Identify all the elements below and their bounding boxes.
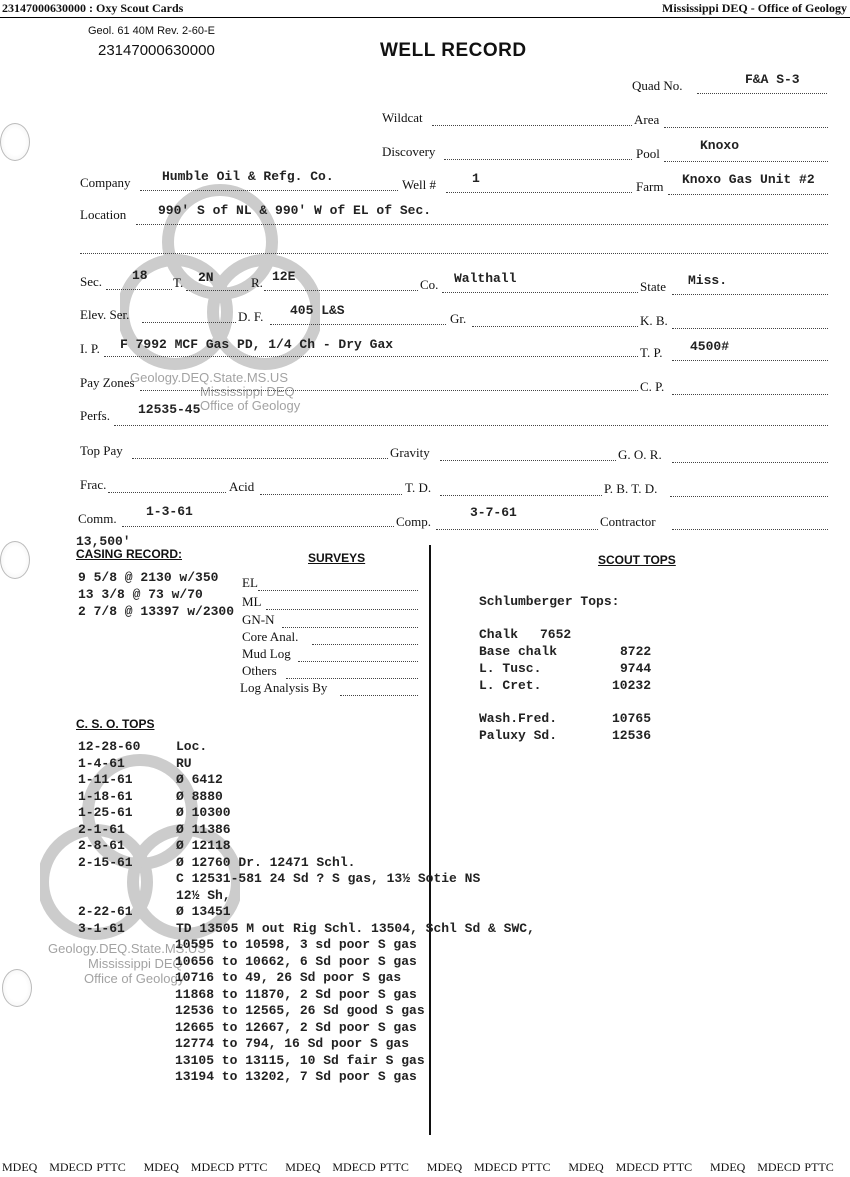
cso-entry: 12774 to 794, 16 Sd poor S gas — [175, 1036, 410, 1051]
cso-heading: C. S. O. TOPS — [76, 717, 155, 731]
area-label: Area — [634, 112, 660, 127]
casing-line-2: 13 3/8 @ 73 w/70 — [78, 587, 203, 602]
scout-top-name: Base chalk — [479, 644, 558, 659]
co-value: Walthall — [454, 271, 517, 286]
punch-hole-bottom — [2, 969, 32, 1007]
survey-gnn: GN-N — [242, 612, 275, 627]
cso-entry: Ø 6412 — [176, 772, 223, 787]
punch-hole-middle — [0, 541, 30, 579]
cso-date: 2-15-61 — [78, 854, 133, 870]
survey-others: Others — [242, 663, 277, 678]
cso-date: 1-4-61 — [78, 755, 125, 771]
scout-tops-heading: SCOUT TOPS — [598, 553, 676, 567]
punch-hole-top — [0, 123, 30, 161]
cso-entry: 10716 to 49, 26 Sd poor S gas — [175, 970, 402, 985]
casing-heading: CASING RECORD: — [76, 547, 183, 561]
scout-top-name: Paluxy Sd. — [479, 728, 558, 743]
tp-label: T. P. — [640, 345, 663, 360]
watermark-line3-lower: Office of Geology — [84, 971, 185, 986]
cso-entry: 12½ Sh, — [176, 887, 231, 903]
footer-label: PTTC — [379, 1160, 409, 1174]
footer-label: PTTC — [662, 1160, 693, 1174]
casing-line-3: 2 7/8 @ 13397 w/2300 — [78, 604, 235, 619]
watermark-line3: Office of Geology — [200, 398, 301, 413]
comp-label: Comp. — [396, 514, 432, 529]
cso-entry: Ø 12760 Dr. 12471 Schl. — [176, 854, 356, 870]
cso-entry: 13194 to 13202, 7 Sd poor S gas — [175, 1069, 417, 1084]
df-value: 405 L&S — [290, 303, 345, 318]
discovery-label: Discovery — [382, 144, 436, 159]
company-value: Humble Oil & Refg. Co. — [162, 169, 334, 184]
scout-top-depth: 10765 — [612, 711, 652, 726]
well-value: 1 — [472, 171, 480, 186]
footer-label: MDEQ — [2, 1160, 38, 1174]
cso-entry: 10595 to 10598, 3 sd poor S gas — [175, 937, 417, 952]
df-label: D. F. — [238, 309, 264, 324]
footer-label: PTTC — [521, 1160, 551, 1174]
watermark-line1-lower: Geology.DEQ.State.MS.US — [48, 941, 206, 956]
footer-label: PTTC — [804, 1160, 834, 1174]
pbtd-label: P. B. T. D. — [604, 481, 658, 496]
t-label: T. — [173, 275, 184, 290]
scout-top-depth: 10232 — [612, 678, 652, 693]
scout-top-depth: 12536 — [612, 728, 652, 743]
api-number: 23147000630000 — [98, 42, 215, 59]
cso-date: 12-28-60 — [78, 739, 141, 754]
cso-entry: Ø 11386 — [176, 821, 231, 837]
state-value: Miss. — [688, 273, 728, 288]
ip-label: I. P. — [80, 341, 100, 356]
quad-label: Quad No. — [632, 78, 683, 93]
watermark-line2: Mississippi DEQ — [200, 384, 295, 399]
page-title: WELL RECORD — [380, 40, 527, 61]
tp-value: 4500# — [690, 339, 730, 354]
wildcat-label: Wildcat — [382, 110, 423, 125]
acid-label: Acid — [229, 479, 255, 494]
footer-label: MDEQ — [143, 1160, 179, 1174]
cso-entry: 12665 to 12667, 2 Sd poor S gas — [175, 1019, 417, 1035]
footer-label: MDECD — [49, 1160, 93, 1174]
contractor-label: Contractor — [600, 514, 656, 529]
r-label: R. — [251, 275, 263, 290]
survey-ml: ML — [242, 594, 262, 609]
state-label: State — [640, 279, 666, 294]
footer-label: MDECD — [474, 1160, 518, 1174]
survey-core: Core Anal. — [242, 629, 299, 644]
gor-label: G. O. R. — [618, 447, 662, 462]
quad-value: F&A S-3 — [745, 72, 800, 87]
scout-top-name: Chalk — [479, 627, 519, 642]
cso-date: 3-1-61 — [78, 920, 125, 936]
td-extra-value: 13,500' — [76, 534, 131, 549]
footer-label: MDEQ — [568, 1160, 604, 1174]
farm-label: Farm — [636, 179, 664, 194]
co-label: Co. — [420, 277, 439, 292]
watermark-line1: Geology.DEQ.State.MS.US — [130, 370, 288, 385]
cso-date: 2-8-61 — [78, 838, 125, 853]
footer-label: MDECD — [190, 1160, 235, 1174]
sec-value: 18 — [132, 268, 148, 283]
footer-label: MDECD — [332, 1160, 376, 1174]
t-value: 2N — [198, 270, 214, 285]
comm-value: 1-3-61 — [146, 504, 193, 519]
comm-label: Comm. — [78, 511, 117, 526]
cso-entry: Loc. — [176, 739, 208, 754]
scout-top-name: L. Cret. — [479, 678, 542, 693]
scout-top-depth: 8722 — [620, 644, 652, 659]
location-label: Location — [80, 207, 127, 222]
footer-label: MDECD — [757, 1160, 801, 1174]
footer-strip — [0, 1160, 850, 1177]
well-label: Well # — [402, 177, 436, 192]
scout-top-name: Wash.Fred. — [479, 711, 558, 726]
farm-value: Knoxo Gas Unit #2 — [682, 172, 815, 187]
cso-entry: C 12531-581 24 Sd ? S gas, 13½ Sotie NS — [176, 871, 481, 886]
surveys-heading: SURVEYS — [308, 551, 366, 565]
cso-entry: 13105 to 13115, 10 Sd fair S gas — [175, 1052, 425, 1068]
cso-date: 2-22-61 — [78, 904, 133, 919]
scout-tops-subheading: Schlumberger Tops: — [479, 594, 620, 609]
gravity-label: Gravity — [390, 445, 430, 460]
header-left: 23147000630000 : Oxy Scout Cards — [2, 1, 184, 15]
survey-mudlog: Mud Log — [242, 646, 291, 661]
cso-date: 1-18-61 — [78, 788, 133, 804]
well-record-card — [0, 17, 850, 1157]
footer-label: PTTC — [238, 1160, 268, 1174]
scout-top-depth: 9744 — [620, 661, 652, 676]
cso-entry: Ø 10300 — [176, 805, 231, 820]
footer-label: MDEQ — [710, 1160, 746, 1174]
document-header — [0, 0, 850, 18]
td-label: T. D. — [405, 480, 432, 495]
casing-line-1: 9 5/8 @ 2130 w/350 — [78, 570, 219, 585]
cso-entry: 11868 to 11870, 2 Sd poor S gas — [175, 986, 417, 1002]
company-label: Company — [80, 175, 131, 190]
payzones-label: Pay Zones — [80, 375, 135, 390]
footer-label: MDEQ — [285, 1160, 321, 1174]
header-right: Mississippi DEQ - Office of Geology — [662, 1, 847, 15]
perfs-value: 12535-45 — [138, 402, 201, 417]
survey-loganalysis: Log Analysis By — [240, 680, 328, 695]
toppay-label: Top Pay — [80, 443, 123, 458]
location-value: 990' S of NL & 990' W of EL of Sec. — [158, 203, 432, 218]
perfs-label: Perfs. — [80, 408, 110, 423]
watermark-line2-lower: Mississippi DEQ — [88, 956, 183, 971]
cso-entry: 12536 to 12565, 26 Sd good S gas — [175, 1003, 425, 1018]
r-value: 12E — [272, 269, 296, 284]
cp-label: C. P. — [640, 379, 665, 394]
elev-label: Elev. Ser. — [80, 307, 130, 322]
column-divider — [429, 545, 431, 1135]
ip-value: F 7992 MCF Gas PD, 1/4 Ch - Dry Gax — [120, 337, 394, 352]
cso-entry: RU — [176, 755, 192, 771]
sec-label: Sec. — [80, 274, 103, 289]
scout-top-name: L. Tusc. — [479, 661, 542, 676]
pool-label: Pool — [636, 146, 660, 161]
cso-entry: Ø 13451 — [176, 904, 231, 919]
cso-date: 1-11-61 — [78, 772, 133, 787]
kb-label: K. B. — [640, 313, 668, 328]
cso-entry: 10656 to 10662, 6 Sd poor S gas — [175, 953, 417, 969]
comp-value: 3-7-61 — [470, 505, 517, 520]
footer-label: MDECD — [615, 1160, 659, 1174]
cso-entry: TD 13505 M out Rig Schl. 13504, Schl Sd & SWC, — [176, 920, 535, 936]
cso-date: 1-25-61 — [78, 805, 133, 820]
cso-entry: Ø 8880 — [176, 788, 223, 804]
footer-label: MDEQ — [426, 1160, 463, 1174]
survey-el: EL — [242, 575, 258, 590]
footer-label: PTTC — [96, 1160, 126, 1174]
gr-label: Gr. — [450, 311, 467, 326]
cso-date: 2-1-61 — [78, 821, 125, 837]
scout-top-depth: 7652 — [540, 627, 572, 642]
frac-label: Frac. — [80, 477, 107, 492]
pool-value: Knoxo — [700, 138, 740, 153]
form-id: Geol. 61 40M Rev. 2-60-E — [88, 25, 215, 37]
cso-entry: Ø 12118 — [176, 838, 231, 853]
